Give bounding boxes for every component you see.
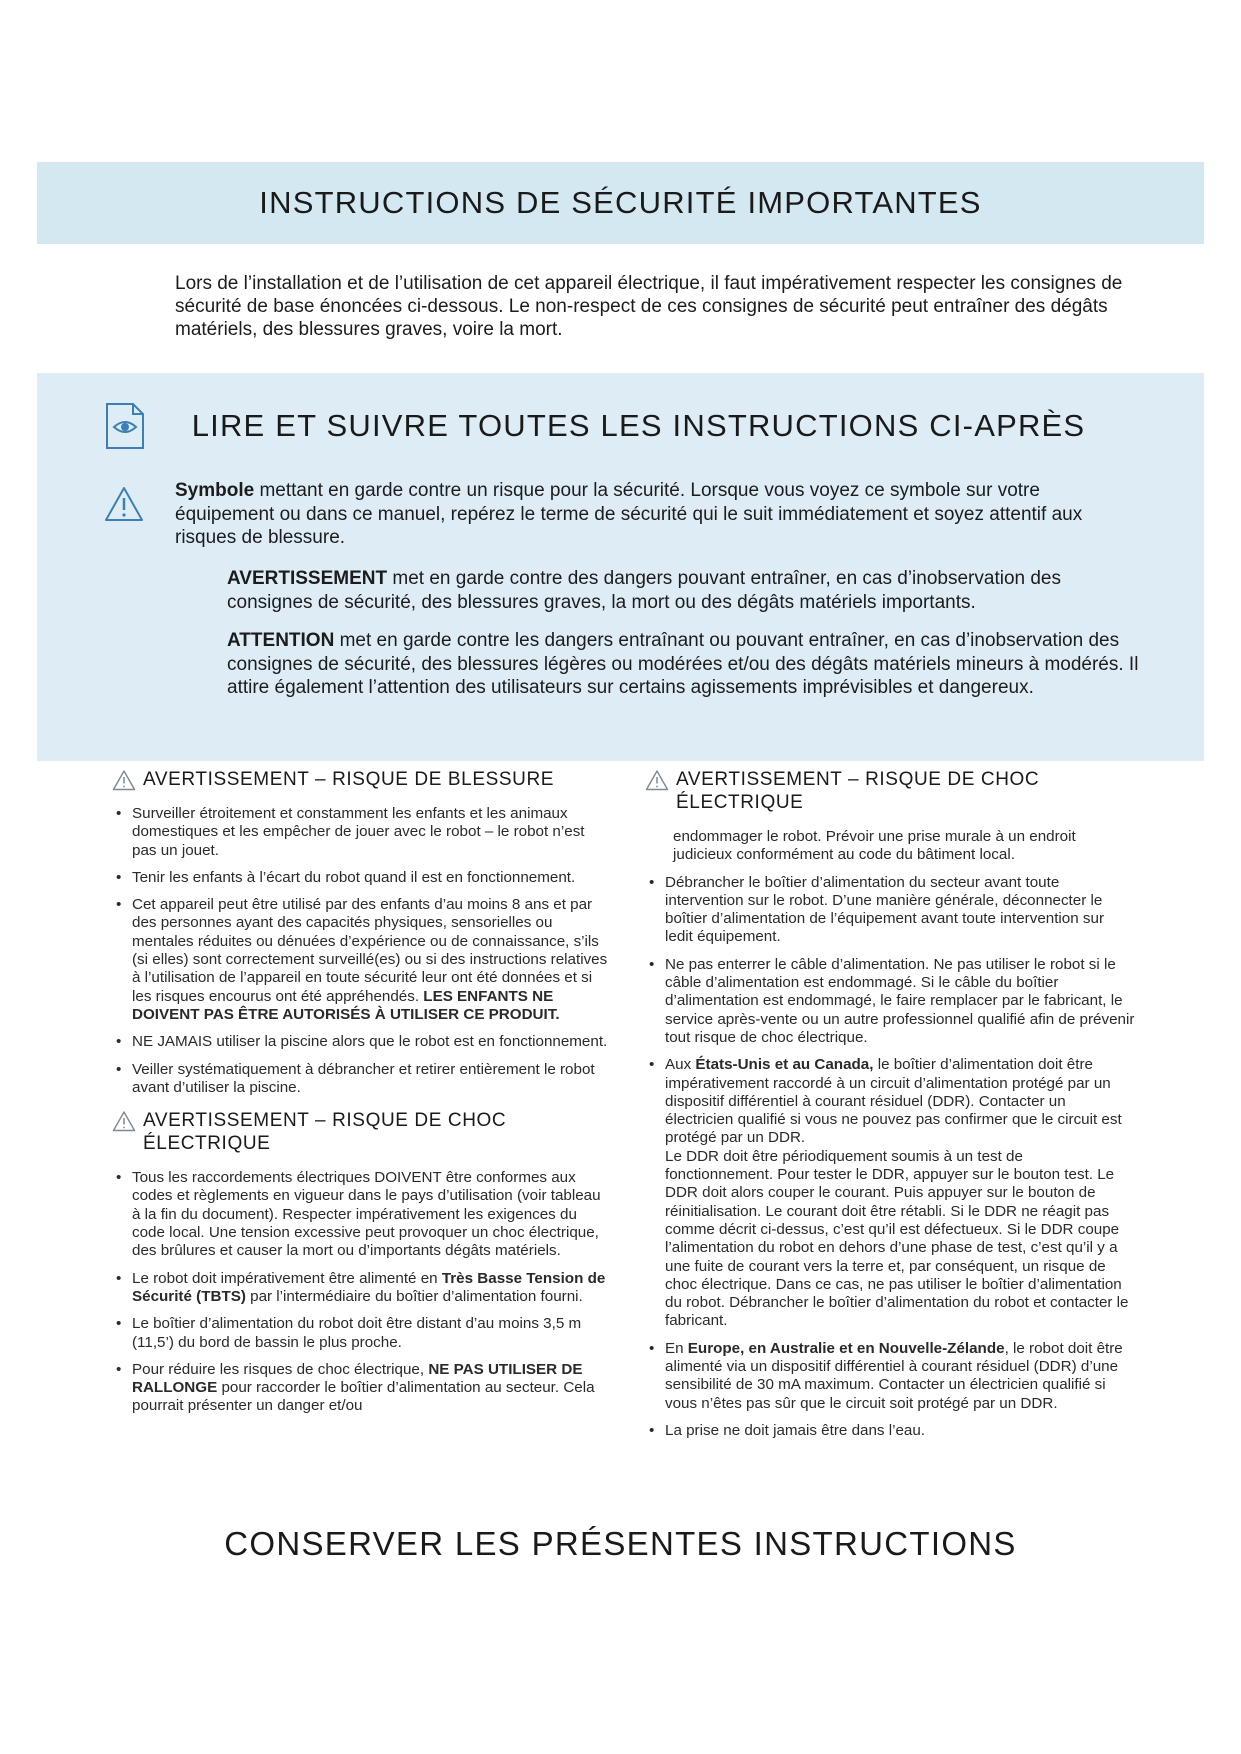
list-item-bold: Très Basse Tension de Sécurité (TBTS) xyxy=(132,1269,606,1305)
list-item: • NE JAMAIS utiliser la piscine alors que le robot est en fonctionnement. xyxy=(112,1033,612,1051)
injury-warning-heading xyxy=(112,768,612,791)
list-item xyxy=(645,1340,1135,1413)
list-item-text: En xyxy=(665,1339,688,1357)
list-item: • Le boîtier d’alimentation du robot doit être distant d’au moins 3,5 m (11,5’) du bord de bassin le plus proche. xyxy=(112,1315,612,1352)
shock-warning-title: AVERTISSEMENT – RISQUE DE CHOC ÉLECTRIQUE xyxy=(676,769,1040,813)
list-item: • Tous les raccordements électriques DOIVENT être conformes aux codes et règlements en vigueur dans le pays d’utilisation (voir tableau à la fin du document). Respecter impérativement les exigences du code local. Une tension excessive peut provoquer un choc électrique, des brûlures et causer la mort ou d’importants dégâts matériels. xyxy=(112,1169,612,1260)
list-item-text: Le robot doit impérativement être alimenté en xyxy=(132,1269,442,1287)
list-item-bold: Europe, en Australie et en Nouvelle-Zélande xyxy=(687,1339,1005,1357)
list-item xyxy=(645,1056,1135,1330)
list-item-text: , le robot doit être alimenté via un dispositif différentiel à courant résiduel (DDR) d’une sensibilité de 30 mA maximum. Contacter un électricien qualifié si vous n’êtes pas sûr que le circuit soit protégé par un DDR. xyxy=(665,1339,1123,1412)
list-item-text: Pour réduire les risques de choc électrique, xyxy=(132,1360,429,1378)
list-item xyxy=(112,896,612,1024)
list-item-text: le boîtier d’alimentation doit être impérativement raccordé à un circuit d’alimentation protégé par un dispositif différentiel à courant résiduel (DDR). Contacter un électricien qualifié si vous ne pouvez pas confirmer que le circuit est protégé par un DDR. xyxy=(665,1056,1122,1147)
list-item: • Débrancher le boîtier d’alimentation du secteur avant toute intervention sur le robot. D’une manière générale, déconnecter le boîtier d’alimentation de l’équipement avant toute intervention sur ledit équipement. xyxy=(645,874,1135,947)
list-item: • Tenir les enfants à l’écart du robot quand il est en fonctionnement. xyxy=(112,869,612,887)
left-column xyxy=(112,768,612,1425)
caution-term: ATTENTION xyxy=(227,630,335,651)
injury-list xyxy=(112,805,612,1097)
warning-triangle-icon xyxy=(645,769,669,791)
list-item xyxy=(112,1270,612,1307)
symbol-text: mettant en garde contre un risque pour la sécurité. Lorsque vous voyez ce symbole sur votre équipement ou dans ce manuel, repérez le terme de sécurité qui le suit immédiatement et soyez attentif aux risques de blessure. xyxy=(175,480,1083,548)
list-item-text: Aux xyxy=(665,1056,696,1074)
warning-term: AVERTISSEMENT xyxy=(227,568,388,589)
intro-paragraph: Lors de l’installation et de l’utilisation de cet appareil électrique, il faut impérativement respecter les consignes de sécurité de base énoncées ci-dessous. Le non-respect de ces consignes de sécurité peut entraîner des dégâts matériels, des blessures graves, voire la mort. xyxy=(175,273,1123,340)
list-item-text: par l’intermédiaire du boîtier d’alimentation fourni. xyxy=(245,1287,583,1305)
shock-warning-title: AVERTISSEMENT – RISQUE DE CHOC ÉLECTRIQUE xyxy=(143,1110,507,1155)
list-item xyxy=(112,1361,612,1416)
warning-text: met en garde contre des dangers pouvant entraîner, en cas d’inobservation des consignes de sécurité, des blessures graves, la mort ou des dégâts matériels importants. xyxy=(227,568,1061,613)
list-item: • Ne pas enterrer le câble d’alimentation. Ne pas utiliser le robot si le câble d’alimentation est endommagé. Si le câble du boîtier d’alimentation est endommagé, le faire remplacer par le fabricant, le service après-vente ou un autre professionnel qualifié afin de prévenir tout risque de choc électrique. xyxy=(645,956,1135,1047)
list-item-bold: LES ENFANTS NE DOIVENT PAS ÊTRE AUTORISÉS À UTILISER CE PRODUIT. xyxy=(132,987,560,1023)
caution-text: met en garde contre les dangers entraînant ou pouvant entraîner, en cas d’inobservation des consignes de sécurité, des blessures légères ou modérées et/ou des dégâts matériels mineurs à modérés. Il attire également l’attention des utilisateurs sur certains agissements imprévisibles et dangereux. xyxy=(227,630,1139,698)
list-item: • La prise ne doit jamais être dans l’eau. xyxy=(645,1422,1135,1440)
symbol-definition xyxy=(175,479,1135,550)
list-item-text: Cet appareil peut être utilisé par des enfants d’au moins 8 ans et par des personnes ayant des capacités physiques, sensorielles ou mentales réduites ou dénuées d’expérience ou de connaissance, s’ils (si elles) sont correctement surveillé(es) ou si des instructions relatives à l’utilisation de l’appareil en toute sécurité leur ont été données et si les risques encourus ont été appréhendés. xyxy=(132,896,608,1005)
shock-warning-heading-right xyxy=(645,768,1135,814)
warning-definition xyxy=(227,567,1147,614)
list-item-bold: NE PAS UTILISER DE RALLONGE xyxy=(132,1360,583,1397)
warning-triangle-icon xyxy=(112,769,136,791)
caution-definition xyxy=(227,629,1157,700)
header-band xyxy=(37,162,1204,244)
list-item: • Veiller systématiquement à débrancher et retirer entièrement le robot avant d’utiliser la piscine. xyxy=(112,1061,612,1098)
footer-title: CONSERVER LES PRÉSENTES INSTRUCTIONS xyxy=(224,1525,1017,1562)
right-column xyxy=(645,768,1135,1449)
list-item-bold: États-Unis et au Canada, xyxy=(695,1056,874,1074)
injury-warning-title: AVERTISSEMENT – RISQUE DE BLESSURE xyxy=(143,769,555,790)
list-item-text: Le DDR doit être périodiquement soumis à un test de fonctionnement. Pour tester le DDR, appuyer sur le bouton test. Le DDR doit alors couper le courant. Puis appuyer sur le bouton de réinitialisation. Le courant doit être rétabli. Si le DDR ne réagit pas comme décrit ci-dessus, c’est qu’il est défectueux. Si le DDR coupe l’alimentation du robot en dehors d’une phase de test, c’est qu’il y a une fuite de courant vers la terre et, par conséquent, un risque de choc électrique. Dans ce cas, ne pas utiliser le boîtier d’alimentation du robot. Débrancher le boîtier d’alimentation du robot et contacter le fabricant. xyxy=(665,1147,1129,1330)
shock-list-right xyxy=(645,874,1135,1441)
symbol-term: Symbole xyxy=(175,480,255,501)
warning-triangle-icon xyxy=(112,1110,136,1132)
continuation-text: endommager le robot. Prévoir une prise murale à un endroit judicieux conformément au code du bâtiment local. xyxy=(673,828,1076,864)
shock-list-left xyxy=(112,1169,612,1416)
warning-triangle-icon xyxy=(104,485,144,523)
list-item: • Surveiller étroitement et constamment les enfants et les animaux domestiques et les empêcher de jouer avec le robot – le robot n’est pas un jouet. xyxy=(112,805,612,860)
shock-warning-heading-left xyxy=(112,1109,612,1155)
page-title: INSTRUCTIONS DE SÉCURITÉ IMPORTANTES xyxy=(259,185,982,220)
read-section-title: LIRE ET SUIVRE TOUTES LES INSTRUCTIONS CI-APRÈS xyxy=(191,408,1086,443)
read-instructions-band xyxy=(37,373,1204,761)
list-item-text: pour raccorder le boîtier d’alimentation au secteur. Cela pourrait présenter un danger et/ou xyxy=(132,1379,595,1415)
